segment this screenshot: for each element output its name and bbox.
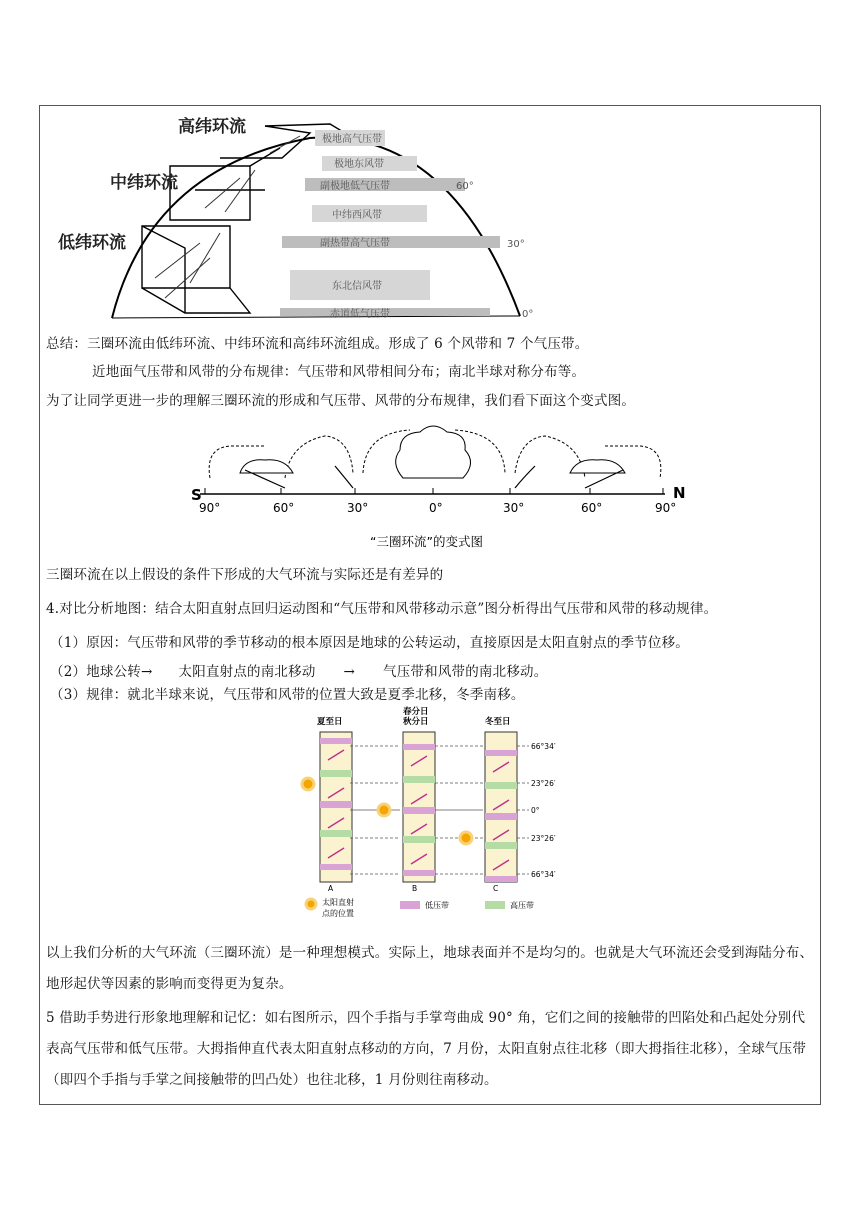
band-subtropical-high: 副热带高气压带 xyxy=(320,238,390,249)
high-pressure-belt xyxy=(485,842,517,849)
summary-line-2: 近地面气压带和风带的分布规律：气压带和风带相间分布；南北半球对称分布等。 xyxy=(92,364,586,380)
lat-66s: 66°34′ xyxy=(531,870,556,879)
closing-paragraph-2: 5 借助手势进行形象地理解和记忆：如右图所示，四个手指与手掌弯曲成 90° 角，它们之间的接触带的凹陷处和凸起处分别代表高气压带和低气压带。大拇指伸直代表太阳直射点移动的方向，7 月份，太阳直射点往北移（即大拇指往北移），全球气压带（即四个手指与手掌之间接触带的凹凸处）也往北移，1 月份则往南移动。 xyxy=(46,1010,807,1088)
lat-0: 0° xyxy=(531,806,540,815)
north-label: N xyxy=(673,484,686,502)
low-pressure-belt xyxy=(403,870,435,876)
tick-90s: 90° xyxy=(199,501,221,515)
legend-sun-2: 点的位置 xyxy=(322,909,354,918)
band-polar-easterlies: 极地东风带 xyxy=(334,159,384,170)
tick-30n: 30° xyxy=(503,501,525,515)
band-westerlies: 中纬西风带 xyxy=(332,210,382,221)
rule-line: （3）规律：就北半球来说，气压带和风带的位置大致是夏季北移，冬季南移。 xyxy=(50,687,525,703)
band-ne-trades: 东北信风带 xyxy=(332,281,382,292)
low-pressure-belt xyxy=(320,864,352,870)
tick-60n: 60° xyxy=(581,501,603,515)
pressure-belt-movement-diagram xyxy=(295,706,575,924)
south-label: S xyxy=(191,486,202,504)
lat-60-label: 60° xyxy=(456,181,474,192)
low-pressure-belt xyxy=(485,876,517,882)
legend-high-swatch xyxy=(485,901,505,909)
chain-line xyxy=(50,660,547,680)
summary-line-3: 为了让同学更进一步的理解三圈环流的形成和气压带、风带的分布规律，我们看下面这个变式图。 xyxy=(46,393,636,409)
lat-23n: 23°26′ xyxy=(531,779,556,788)
low-pressure-belt xyxy=(320,738,352,744)
lat-66n: 66°34′ xyxy=(531,742,556,751)
lat-0-label: 0° xyxy=(522,309,534,320)
tick-30s: 30° xyxy=(347,501,369,515)
legend-high: 高压带 xyxy=(510,901,534,910)
three-cell-variant-diagram xyxy=(185,418,705,553)
col-a-title: 夏至日 xyxy=(317,717,343,727)
col-b-title-2: 秋分日 xyxy=(403,717,429,727)
three-cell-circulation-diagram xyxy=(50,108,550,323)
low-pressure-belt xyxy=(320,801,352,808)
band-polar-high: 极地高气压带 xyxy=(322,134,382,145)
chain-part-a: （2）地球公转→ xyxy=(50,664,153,680)
tick-90n: 90° xyxy=(655,501,677,515)
col-c-letter: C xyxy=(493,884,499,893)
legend-low-swatch xyxy=(400,901,420,909)
low-cell-label: 低纬环流 xyxy=(58,233,126,253)
closing-paragraph-1: 以上我们分析的大气环流（三圈环流）是一种理想模式。实际上，地球表面并不是均匀的。也就是大气环流还会受到海陆分布、地形起伏等因素的影响而变得更为复杂。 xyxy=(46,945,814,992)
high-cell-label: 高纬环流 xyxy=(178,117,246,137)
lat-23s: 23°26′ xyxy=(531,834,556,843)
reason-line: （1）原因：气压带和风带的季节移动的根本原因是地球的公转运动，直接原因是太阳直射点的季节位移。 xyxy=(50,635,689,651)
col-a-letter: A xyxy=(328,884,334,893)
low-pressure-belt xyxy=(485,813,517,820)
high-pressure-belt xyxy=(403,836,435,843)
low-pressure-belt xyxy=(485,750,517,756)
chain-arrow: → xyxy=(343,664,356,680)
tick-0: 0° xyxy=(429,501,443,515)
item-4: 4.对比分析地图：结合太阳直射点回归运动图和“气压带和风带移动示意”图分析得出气压带和风带的移动规律。 xyxy=(46,601,718,617)
high-pressure-belt xyxy=(320,770,352,777)
low-pressure-belt xyxy=(403,744,435,750)
mid-cell-label: 中纬环流 xyxy=(110,173,178,193)
high-pressure-belt xyxy=(485,782,517,789)
difference-note: 三圈环流在以上假设的条件下形成的大气环流与实际还是有差异的 xyxy=(46,567,444,583)
col-b-letter: B xyxy=(412,884,418,893)
tick-60s: 60° xyxy=(273,501,295,515)
legend-low: 低压带 xyxy=(425,901,449,910)
lat-30-label: 30° xyxy=(507,239,525,250)
band-subpolar-low: 副极地低气压带 xyxy=(320,181,390,192)
low-pressure-belt xyxy=(403,807,435,814)
chain-part-c: 气压带和风带的南北移动。 xyxy=(383,664,548,680)
band-equatorial-low: 赤道低气压带 xyxy=(330,309,390,320)
col-b-title-1: 春分日 xyxy=(403,707,429,717)
high-pressure-belt xyxy=(403,776,435,783)
variant-caption: “三圈环流”的变式图 xyxy=(370,534,483,549)
legend-sun-1: 太阳直射 xyxy=(322,898,354,907)
summary-line-1: 总结：三圈环流由低纬环流、中纬环流和高纬环流组成。形成了 6 个风带和 7 个气压带。 xyxy=(46,336,589,352)
col-c-title: 冬至日 xyxy=(485,717,511,727)
high-pressure-belt xyxy=(320,830,352,837)
chain-part-b: 太阳直射点的南北移动 xyxy=(178,664,316,680)
legend-sun-icon xyxy=(306,899,316,909)
